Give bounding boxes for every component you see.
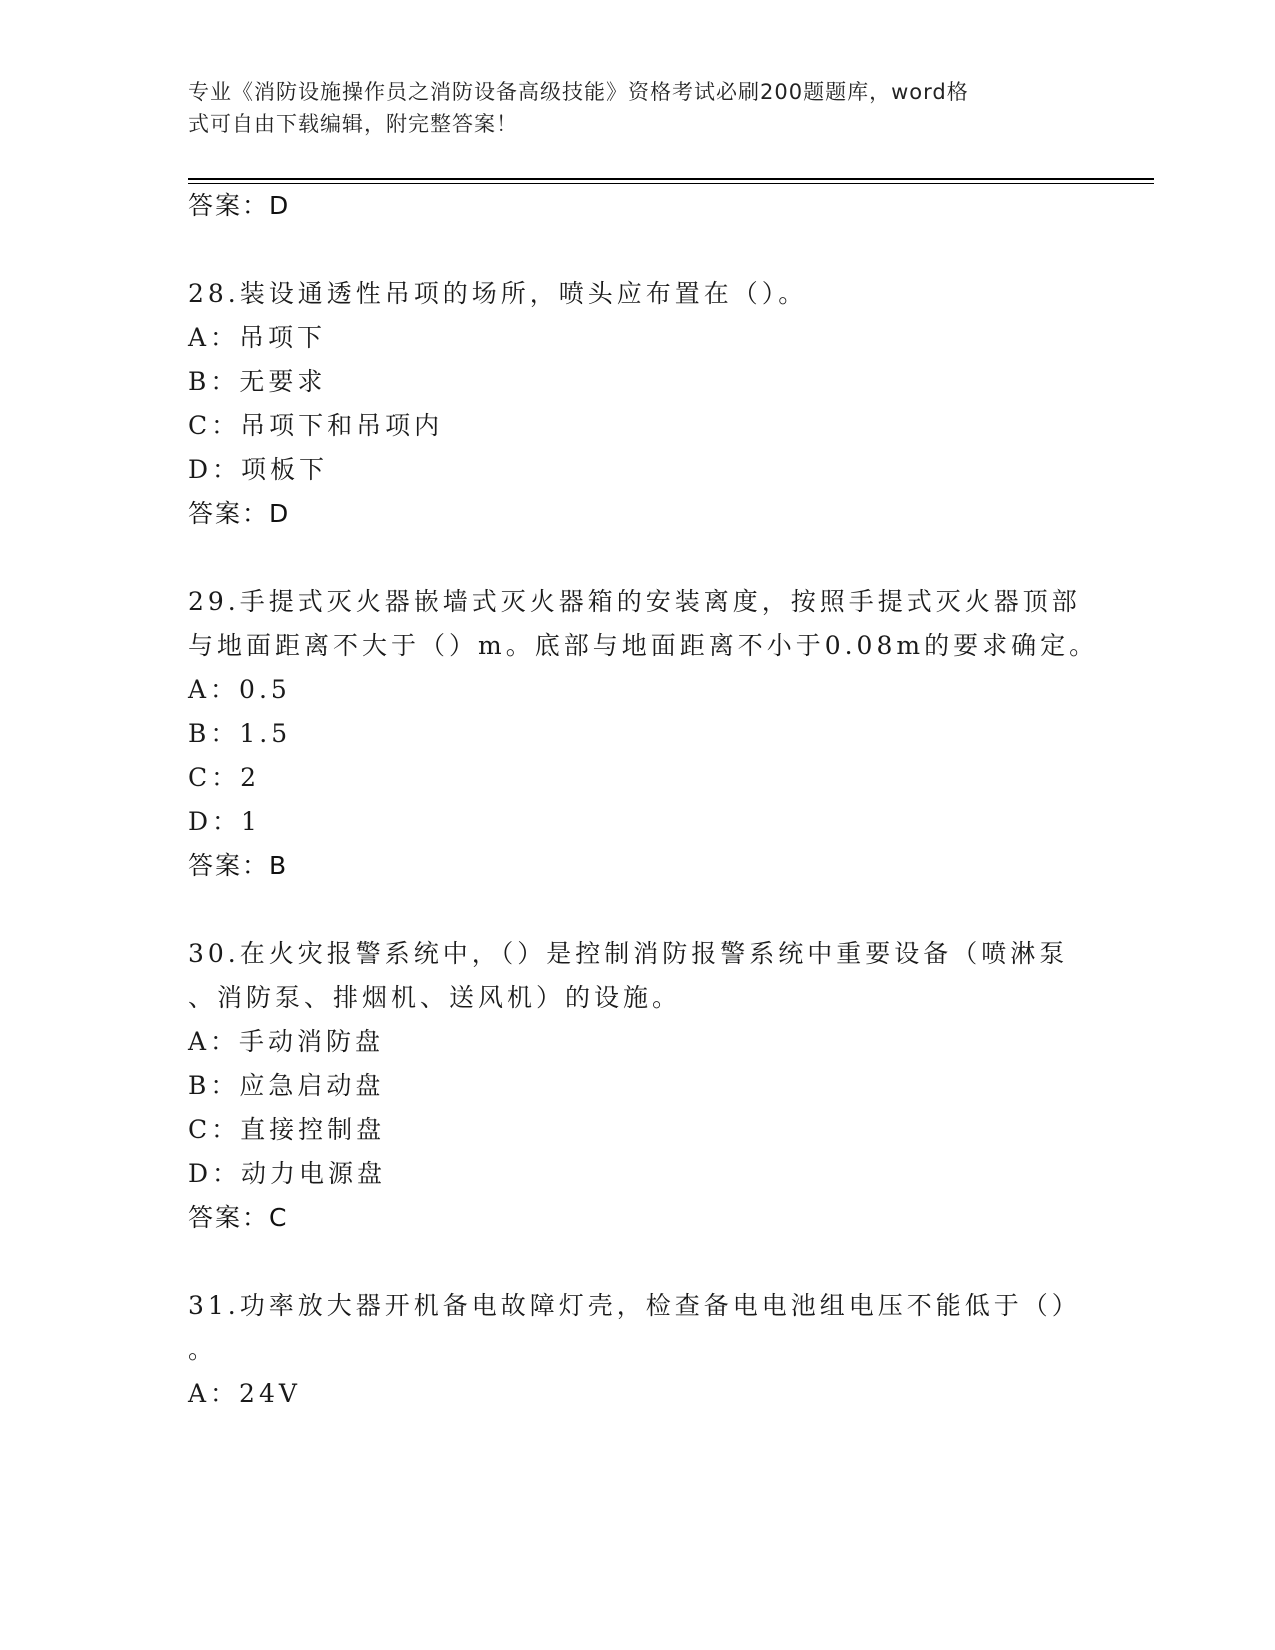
question-29-option-d: D：1 [188,807,261,836]
question-28-option-b: B：无要求 [188,367,327,396]
question-29-stem-line-1: 29.手提式灭火器嵌墙式灭火器箱的安装离度，按照手提式灭火器顶部 [188,587,1081,616]
question-29-option-c: C：2 [188,763,261,792]
question-30-option-a: A：手动消防盘 [188,1027,385,1056]
answer-previous: 答案：D [188,191,291,220]
question-30-stem-line-1: 30.在火灾报警系统中，（）是控制消防报警系统中重要设备（喷淋泵 [188,939,1069,968]
question-31-stem-line-1: 31.功率放大器开机备电故障灯壳，检查备电电池组电压不能低于（） [188,1291,1081,1320]
question-31-option-a: A：24V [188,1379,301,1408]
document-header [188,76,1068,140]
question-30-stem-line-2: 、消防泵、排烟机、送风机）的设施。 [188,983,682,1012]
question-30-answer: 答案：C [188,1203,289,1232]
question-28-stem: 28.装设通透性吊项的场所，喷头应布置在（）。 [188,279,808,308]
question-30-option-b: B：应急启动盘 [188,1071,385,1100]
header-rule-thick [188,178,1154,180]
question-29-option-a: A：0.5 [188,675,291,704]
question-29-option-b: B：1.5 [188,719,292,748]
question-29-answer: 答案：B [188,851,289,880]
header-line-2: 式可自由下载编辑，附完整答案！ [188,112,518,136]
question-28-option-c: C：吊项下和吊项内 [188,411,444,440]
question-28-option-a: A：吊项下 [188,323,327,352]
question-30-option-c: C：直接控制盘 [188,1115,386,1144]
header-rule-thin [188,183,1154,184]
question-31-stem-line-2: 。 [188,1335,218,1364]
question-28-answer: 答案：D [188,499,291,528]
question-30-option-d: D：动力电源盘 [188,1159,387,1188]
question-28-option-d: D：项板下 [188,455,329,484]
question-29-stem-line-2: 与地面距离不大于（）m。底部与地面距离不小于0.08m的要求确定。 [188,631,1099,660]
header-line-1: 专业《消防设施操作员之消防设备高级技能》资格考试必刷200题题库，word格 [188,80,969,104]
